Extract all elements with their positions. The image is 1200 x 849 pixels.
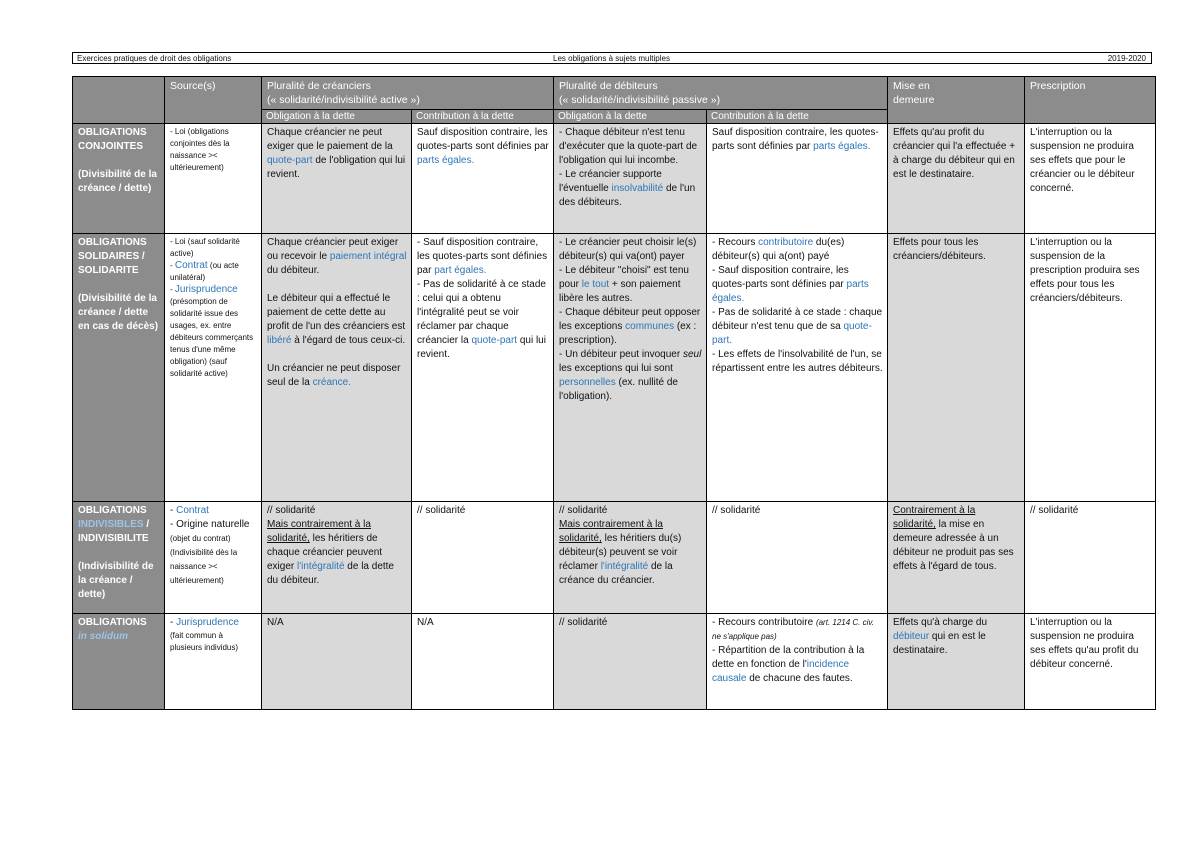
indivisibles-prescription: // solidarité <box>1025 502 1156 614</box>
rowhead-in-solidum: OBLIGATIONS in solidum <box>73 614 165 710</box>
indivisibles-deb-contribution: // solidarité <box>707 502 888 614</box>
in-solidum-mise: Effets qu'à charge du débiteur qui en est le destinataire. <box>888 614 1025 710</box>
col-pluralite-debiteurs-sub: (« solidarité/indivisibilité passive ») <box>559 94 721 106</box>
col-source: Source(s) <box>165 77 262 124</box>
rowhead-conjointes-subtitle: (Divisibilité de la créance / dette) <box>78 169 157 194</box>
conjointes-mise: Effets qu'au profit du créancier qui l'a effectuée + à charge du débiteur qui en est le destinataire. <box>888 124 1025 234</box>
solidaires-cre-contribution: - Sauf disposition contraire, les quotes-parts sont définies par part égales. - Pas de solidarité à ce stade : celui qui a obtenu l'intégralité peut se voir réclamer par chaque créancier la quote-part qui lui revient. <box>412 234 554 502</box>
col-pluralite-debiteurs <box>554 77 888 110</box>
in-solidum-source: - Jurisprudence (fait commun à plusieurs individus) <box>165 614 262 710</box>
col-pluralite-debiteurs-title: Pluralité de débiteurs <box>559 80 658 92</box>
row-conjointes <box>73 124 1156 234</box>
indivisibles-cre-obligation: // solidarité Mais contrairement à la solidarité, les héritiers de chaque créancier peuvent exiger l'intégralité de la dette du débiteur. <box>262 502 412 614</box>
in-solidum-cre-contribution: N/A <box>412 614 554 710</box>
in-solidum-deb-contribution: - Recours contributoire (art. 1214 C. civ. ne s'applique pas) - Répartition de la contribution à la dette en fonction de l'incidence causale de chacune des fautes. <box>707 614 888 710</box>
sub-deb-obligation: Obligation à la dette <box>554 110 707 124</box>
in-solidum-cre-obligation: N/A <box>262 614 412 710</box>
solidaires-prescription: L'interruption ou la suspension de la prescription produira ses effets pour tous les créanciers/débiteurs. <box>1025 234 1156 502</box>
obligations-table <box>72 76 1156 710</box>
solidaires-mise: Effets pour tous les créanciers/débiteurs. <box>888 234 1025 502</box>
row-solidaires <box>73 234 1156 502</box>
conjointes-cre-obligation: Chaque créancier ne peut exiger que le paiement de la quote-part de l'obligation qui lui revient. <box>262 124 412 234</box>
rowhead-solidaires-title: OBLIGATIONS SOLIDAIRES / SOLIDARITE <box>78 237 147 276</box>
col-pluralite-creanciers-sub: (« solidarité/indivisibilité active ») <box>267 94 420 106</box>
in-solidum-deb-obligation: // solidarité <box>554 614 707 710</box>
rowhead-conjointes <box>73 124 165 234</box>
page-header <box>72 52 1152 64</box>
col-mise-en-demeure: Mise en demeure <box>888 77 1025 124</box>
header-left: Exercices pratiques de droit des obligations <box>77 54 232 63</box>
col-prescription: Prescription <box>1025 77 1156 124</box>
sub-deb-contribution: Contribution à la dette <box>707 110 888 124</box>
col-pluralite-creanciers-title: Pluralité de créanciers <box>267 80 371 92</box>
solidaires-cre-obligation: Chaque créancier peut exiger ou recevoir le paiement intégral du débiteur. Le débiteur qui a effectué le paiement de cette dette au profit de l'un des créanciers est libéré à l'égard de tous ceux-ci. Un créancier ne peut disposer seul de la créance. <box>262 234 412 502</box>
conjointes-source: - Loi (obligations conjointes dès la naissance >< ultérieurement) <box>165 124 262 234</box>
conjointes-deb-obligation: - Chaque débiteur n'est tenu d'exécuter que la quote-part de l'obligation qui lui incombe. - Le créancier supporte l'éventuelle insolvabilité de l'un des débiteurs. <box>554 124 707 234</box>
rowhead-conjointes-title: OBLIGATIONS CONJOINTES <box>78 127 147 152</box>
corner-cell <box>73 77 165 124</box>
row-in-solidum <box>73 614 1156 710</box>
rowhead-solidaires <box>73 234 165 502</box>
conjointes-deb-contribution: Sauf disposition contraire, les quotes-parts sont définies par parts égales. <box>707 124 888 234</box>
rowhead-indivisibles: OBLIGATIONS INDIVISIBLES / INDIVISIBILITE (Indivisibilité de la créance / dette) <box>73 502 165 614</box>
rowhead-solidaires-subtitle: (Divisibilité de la créance / dette en cas de décès) <box>78 293 159 332</box>
rowhead-indivisibles-subtitle: (Indivisibilité de la créance / dette) <box>78 561 154 600</box>
indivisibles-source: - Contrat - Origine naturelle (objet du contrat) (Indivisibilité dès la naissance >< ultérieurement) <box>165 502 262 614</box>
header-row <box>73 77 1156 110</box>
solidaires-deb-contribution: - Recours contributoire du(es) débiteur(s) qui a(ont) payé - Sauf disposition contraire, les quotes-parts sont définies par parts égales. - Pas de solidarité à ce stade : chaque débiteur n'est tenu que de sa quote-part. - Les effets de l'insolvabilité de l'un, se répartissent entre les autres débiteurs. <box>707 234 888 502</box>
conjointes-cre-contribution: Sauf disposition contraire, les quotes-parts sont définies par parts égales. <box>412 124 554 234</box>
header-right: 2019-2020 <box>1107 54 1146 63</box>
in-solidum-prescription: L'interruption ou la suspension ne produira ses effets qu'au profit du débiteur concerné. <box>1025 614 1156 710</box>
col-pluralite-creanciers <box>262 77 554 110</box>
row-indivisibles <box>73 502 1156 614</box>
indivisibles-deb-obligation: // solidarité Mais contrairement à la solidarité, les héritiers du(s) débiteur(s) peuvent se voir réclamer l'intégralité de la créance du créancier. <box>554 502 707 614</box>
indivisibles-mise: Contrairement à la solidarité, la mise en demeure adressée à un débiteur ne produit pas ses effets à l'égard de tous. <box>888 502 1025 614</box>
indivisibles-cre-contribution: // solidarité <box>412 502 554 614</box>
sub-cre-contribution: Contribution à la dette <box>412 110 554 124</box>
conjointes-prescription: L'interruption ou la suspension ne produira ses effets que pour le créancier ou le débiteur concerné. <box>1025 124 1156 234</box>
header-center: Les obligations à sujets multiples <box>553 54 670 63</box>
sub-cre-obligation: Obligation à la dette <box>262 110 412 124</box>
solidaires-deb-obligation: - Le créancier peut choisir le(s) débiteur(s) qui va(ont) payer - Le débiteur "choisi" est tenu pour le tout + son paiement libère les autres. - Chaque débiteur peut opposer les exceptions communes (ex : prescription). - Un débiteur peut invoquer seul les exceptions qui lui sont personnelles (ex. nullité de l'obligation). <box>554 234 707 502</box>
solidaires-source: - Loi (sauf solidarité active) - Contrat (ou acte unilatéral) - Jurisprudence (présomption de solidarité issue des usages, ex. entre débiteurs commerçants tenus d'une même obligation) (sauf solidarité active) <box>165 234 262 502</box>
